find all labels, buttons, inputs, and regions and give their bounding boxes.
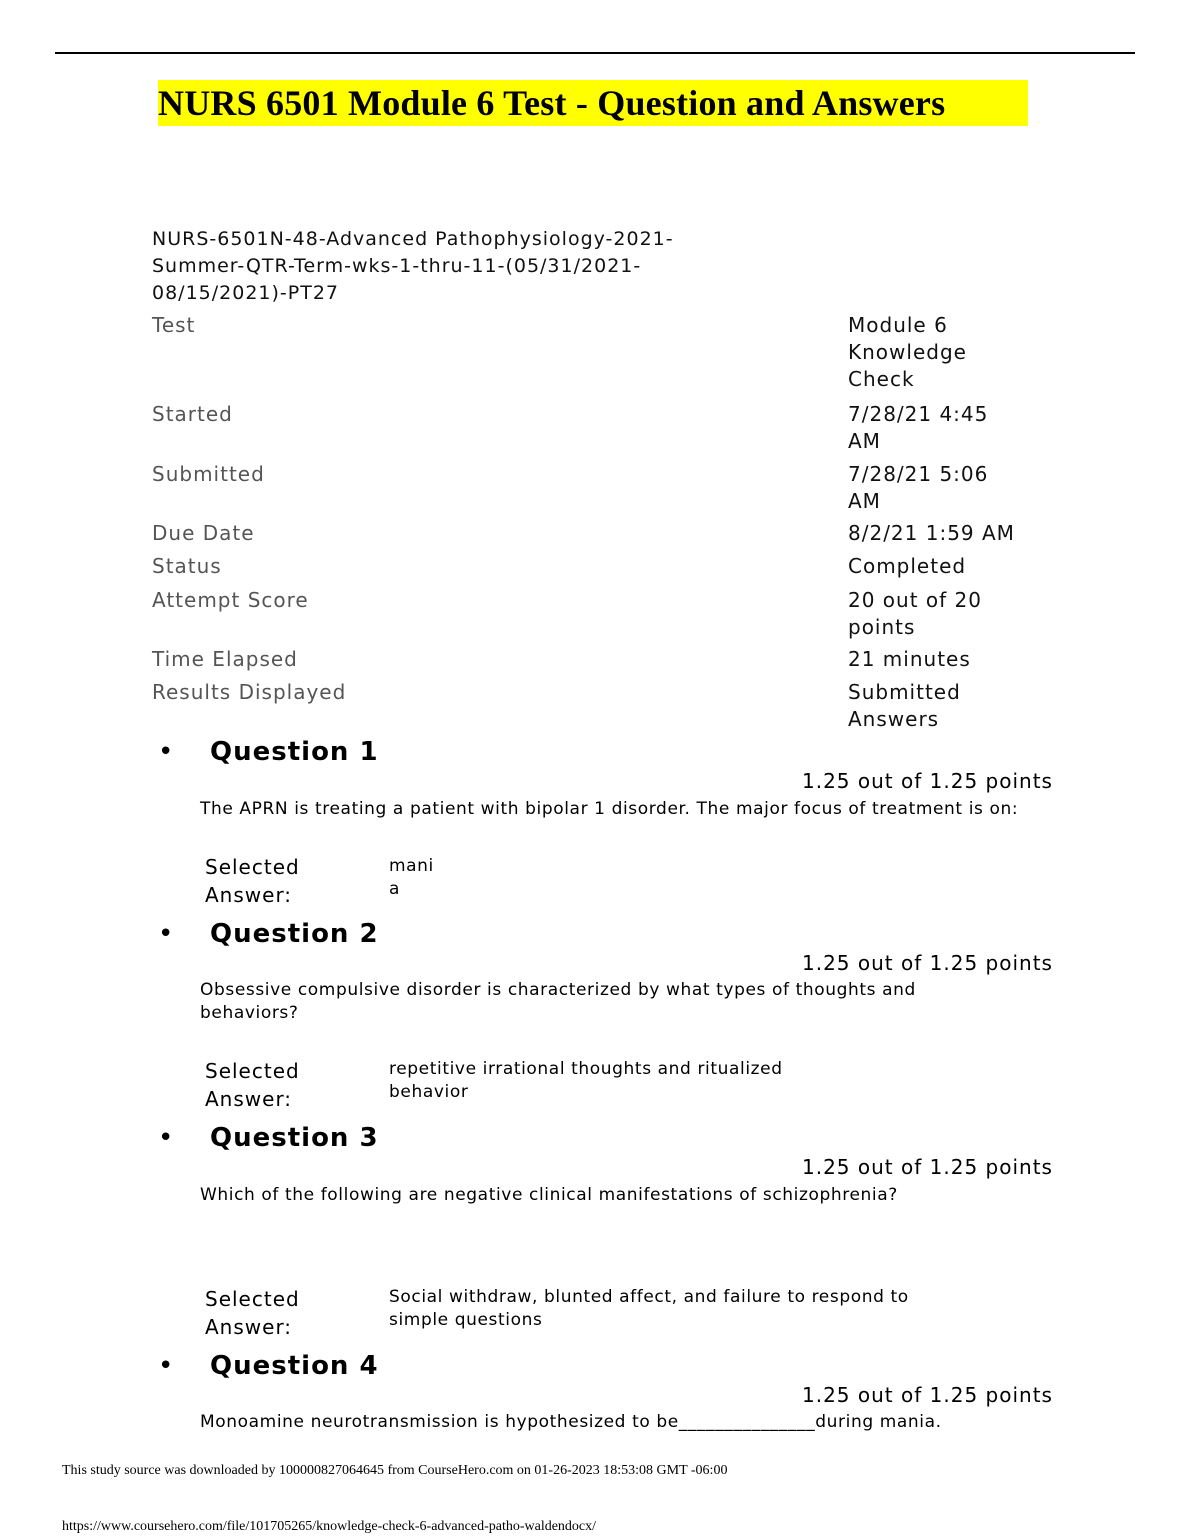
status-value: Completed xyxy=(848,554,967,578)
page-title: NURS 6501 Module 6 Test - Question and Answers xyxy=(158,80,1028,126)
bullet: • xyxy=(158,737,174,767)
question-4-points: 1.25 out of 1.25 points xyxy=(802,1383,1053,1407)
started-value: 7/28/21 4:45 AM xyxy=(848,402,989,453)
question-3-text: Which of the following are negative clinical manifestations of schizophrenia? xyxy=(200,1185,898,1205)
question-1-answer: mania xyxy=(389,856,434,899)
question-2-selected-label: Selected Answer: xyxy=(205,1059,300,1111)
question-2-title: Question 2 xyxy=(210,919,379,949)
status-label: Status xyxy=(152,554,222,578)
question-1-points: 1.25 out of 1.25 points xyxy=(802,769,1053,793)
bullet: • xyxy=(158,919,174,949)
attempt-score-value: 20 out of 20 points xyxy=(848,588,983,639)
time-elapsed-value: 21 minutes xyxy=(848,647,971,671)
question-3-selected-label: Selected Answer: xyxy=(205,1287,300,1339)
attempt-score-label: Attempt Score xyxy=(152,588,309,612)
question-1-text: The APRN is treating a patient with bipolar 1 disorder. The major focus of treatment is on: xyxy=(200,799,1019,819)
question-4-title: Question 4 xyxy=(210,1351,379,1381)
test-value: Module 6 Knowledge Check xyxy=(848,313,967,391)
top-rule xyxy=(55,52,1135,54)
question-2-answer: repetitive irrational thoughts and ritualized behavior xyxy=(389,1059,783,1102)
question-1-selected-label: Selected Answer: xyxy=(205,855,300,907)
due-date-value: 8/2/21 1:59 AM xyxy=(848,521,1015,545)
question-3-points: 1.25 out of 1.25 points xyxy=(802,1155,1053,1179)
due-date-label: Due Date xyxy=(152,521,255,545)
submitted-value: 7/28/21 5:06 AM xyxy=(848,462,989,513)
test-label: Test xyxy=(152,313,196,337)
question-2-text: Obsessive compulsive disorder is characterized by what types of thoughts and behaviors? xyxy=(200,980,916,1023)
question-4-text: Monoamine neurotransmission is hypothesized to be_______________during mania. xyxy=(200,1412,942,1432)
question-1-title: Question 1 xyxy=(210,737,379,767)
started-label: Started xyxy=(152,402,233,426)
bullet: • xyxy=(158,1123,174,1153)
question-3-title: Question 3 xyxy=(210,1123,379,1153)
footer-url[interactable]: https://www.coursehero.com/file/101705265/knowledge-check-6-advanced-patho-waldendocx/ xyxy=(62,1519,597,1534)
time-elapsed-label: Time Elapsed xyxy=(152,647,298,671)
bullet: • xyxy=(158,1351,174,1381)
results-displayed-value: Submitted Answers xyxy=(848,680,961,731)
question-3-answer: Social withdraw, blunted affect, and failure to respond to simple questions xyxy=(389,1287,909,1330)
footer-source: This study source was downloaded by 100000827064645 from CourseHero.com on 01-26-2023 18:53:08 GMT -06:00 xyxy=(62,1463,728,1478)
results-displayed-label: Results Displayed xyxy=(152,680,347,704)
submitted-label: Submitted xyxy=(152,462,265,486)
course-name: NURS-6501N-48-Advanced Pathophysiology-2021-Summer-QTR-Term-wks-1-thru-11-(05/31/2021-08/15/2021)-PT27 xyxy=(152,228,674,304)
question-2-points: 1.25 out of 1.25 points xyxy=(802,951,1053,975)
